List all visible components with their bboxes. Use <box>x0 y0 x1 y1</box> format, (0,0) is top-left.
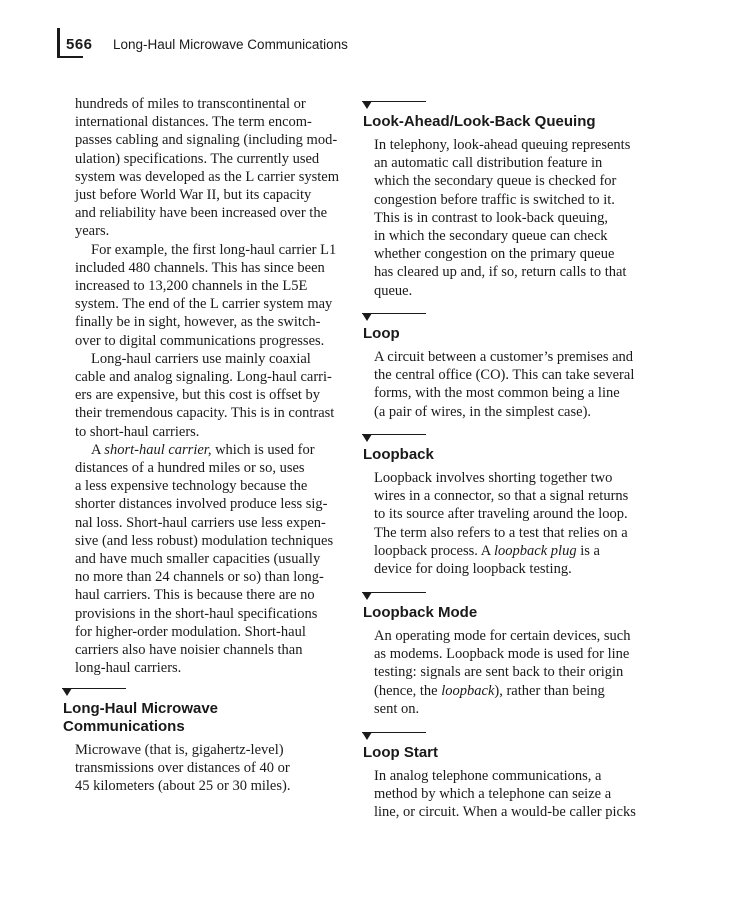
heading-loop: Loop <box>363 325 400 342</box>
heading-look-ahead-queuing: Look-Ahead/Look-Back Queuing <box>363 113 596 130</box>
running-head: Long-Haul Microwave Communications <box>113 37 348 52</box>
heading-long-haul-microwave: Long-Haul Microwave Communications <box>63 700 219 735</box>
definition-loopback: Loopback involves shorting together two wires in a connector, so that a signal returns to its source after traveling around the loop. The term also refers to a test that relies on a loopback process. A loopback plug is a device for doing loopback testing. <box>374 470 629 578</box>
triangle-marker-icon <box>362 313 372 321</box>
paragraph-l-carrier: For example, the first long-haul carrier L1 included 480 channels. This has since been increased to 13,200 channels in the L5E system. The end of the L carrier system may finally be in sight, however, as the switch- over to digital communications progresses. <box>75 241 337 349</box>
term-short-haul-carrier: short-haul carrier, <box>104 441 212 458</box>
left-column <box>75 95 345 678</box>
term-loopback: loopback <box>441 682 495 699</box>
entry-marker <box>362 732 426 744</box>
entry-marker <box>62 688 126 700</box>
entry-marker <box>362 313 426 325</box>
page-number: 566 <box>66 36 93 53</box>
term-loopback-plug: loopback plug <box>494 542 577 559</box>
heading-loopback: Loopback <box>363 446 434 463</box>
definition-look-ahead-queuing: In telephony, look-ahead queuing represents an automatic call distribution feature in which the secondary queue is checked for congestion before traffic is switched to it. This is in contrast to look-back queuing, in which the secondary queue can check whether congestion on the primary queue has cleared up and, if so, return calls to that queue. <box>374 137 631 299</box>
triangle-marker-icon <box>362 101 372 109</box>
continuation-paragraph: hundreds of miles to transcontinental or international distances. The term encom- passes cabling and signaling (including mod- ulation) specifications. The currently used system was developed as the L carrier system just before World War II, but its capacity and reliability have been increased over the years. <box>75 96 340 240</box>
header-rule-horizontal <box>57 56 83 58</box>
entry-marker <box>362 101 426 113</box>
definition-long-haul-microwave: Microwave (that is, gigahertz-level) transmissions over distances of 40 or 45 kilometers (about 25 or 30 miles). <box>75 742 291 795</box>
definition-loop-start: In analog telephone communications, a method by which a telephone can seize a line, or circuit. When a would-be caller picks <box>374 768 636 821</box>
paragraph-short-haul: A short-haul carrier, which is used for distances of a hundred miles or so, uses a less expensive technology because the shorter distances involved produce less sig- nal loss. Short-haul carriers use less expen- sive (and less robust) modulation techniques and have much smaller capacities (usually no more than 24 channels or so) than long- haul carriers. This is because there are no provisions in the short-haul specifications for higher-order modulation. Short-haul carriers also have noisier channels than long-haul carriers. <box>75 441 334 677</box>
entry-loopback-mode <box>362 592 652 722</box>
definition-loop: A circuit between a customer’s premises and the central office (CO). This can take several forms, with the most common being a line (a pair of wires, in the simplest case). <box>374 349 635 420</box>
entry-loopback <box>362 434 652 584</box>
triangle-marker-icon <box>362 732 372 740</box>
triangle-marker-icon <box>62 688 72 696</box>
entry-long-haul-microwave <box>62 688 342 798</box>
definition-loopback-mode: An operating mode for certain devices, such as modems. Loopback mode is used for line testing: signals are sent back to their origin (hence, the loopback), rather than being sent on. <box>374 628 631 717</box>
heading-loop-start: Loop Start <box>363 744 438 761</box>
entry-loop-start <box>362 732 652 832</box>
entry-marker <box>362 434 426 446</box>
triangle-marker-icon <box>362 434 372 442</box>
entry-loop <box>362 313 652 423</box>
entry-marker <box>362 592 426 604</box>
header-rule-vertical <box>57 28 60 58</box>
heading-loopback-mode: Loopback Mode <box>363 604 478 621</box>
triangle-marker-icon <box>362 592 372 600</box>
entry-look-ahead-queuing <box>362 101 652 301</box>
paragraph-coaxial: Long-haul carriers use mainly coaxial cable and analog signaling. Long-haul carri- ers are expensive, but this cost is offset by their tremendous capacity. This is in contrast to short-haul carriers. <box>75 350 335 440</box>
